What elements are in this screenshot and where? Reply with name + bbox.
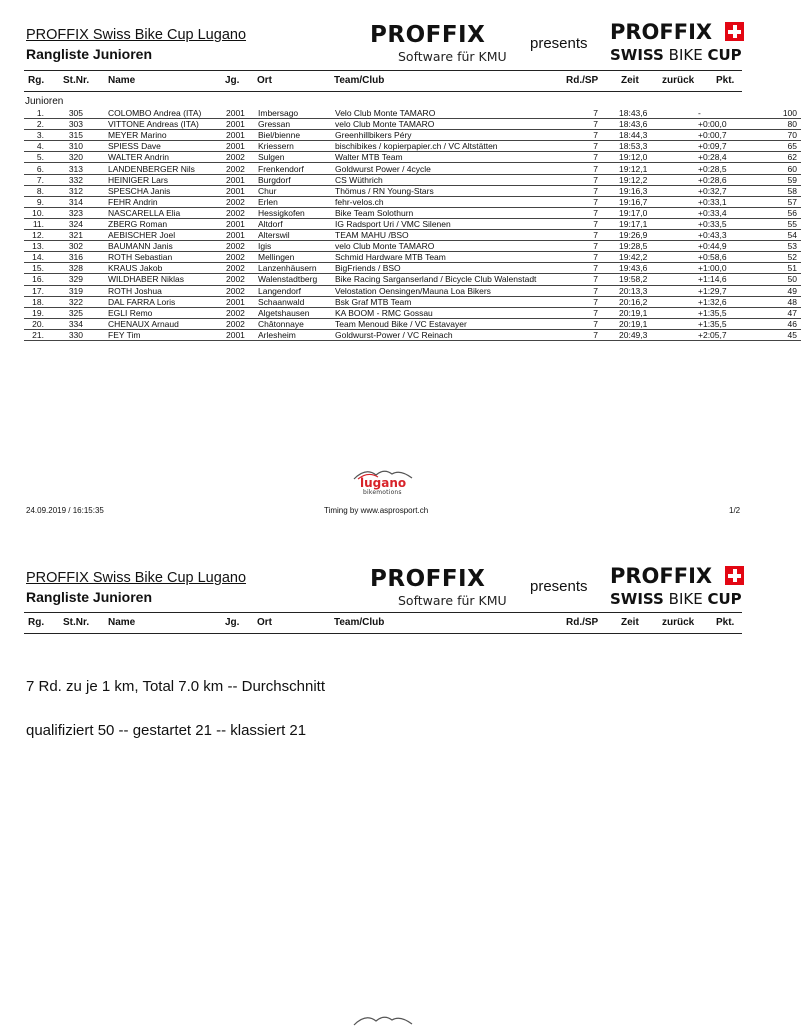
table-row (24, 296, 801, 307)
cell-year: 2002 (222, 196, 257, 207)
col-laps-p2: Rd./SP (566, 617, 599, 628)
cell-year: 2002 (222, 207, 257, 218)
table-row (24, 307, 801, 318)
cell-team: Velo Club Monte TAMARO (334, 108, 585, 119)
cell-gap: +0:43,3 (688, 230, 750, 241)
cell-year: 2001 (222, 130, 257, 141)
col-time: Zeit (621, 75, 639, 86)
cell-name: ROTH Joshua (83, 285, 222, 296)
cell-name: BAUMANN Janis (83, 241, 222, 252)
cell-laps: 7 (585, 108, 598, 119)
cell-laps: 7 (585, 163, 598, 174)
cell-team: TEAM MAHU /BSO (334, 230, 585, 241)
table-row (24, 152, 801, 163)
swiss-flag-icon (725, 22, 744, 41)
table-row (24, 230, 801, 241)
cell-year: 2002 (222, 285, 257, 296)
cell-gap: +0:33,5 (688, 218, 750, 229)
cell-gap: +0:09,7 (688, 141, 750, 152)
cell-gap: +1:29,7 (688, 285, 750, 296)
cell-place: Mellingen (257, 252, 334, 263)
table-row (24, 108, 801, 119)
cell-points: 49 (750, 285, 801, 296)
cell-points: 62 (750, 152, 801, 163)
swiss-bike-cup-logo-p2 (610, 564, 750, 612)
proffix-software-logo-p2 (370, 566, 520, 608)
proffix-logo-tagline: Software für KMU (398, 49, 507, 64)
cell-gap: +1:00,0 (688, 263, 750, 274)
table-row (24, 329, 801, 340)
cell-rank: 15. (24, 263, 44, 274)
cell-year: 2002 (222, 163, 257, 174)
col-start-number-p2: St.Nr. (63, 617, 90, 628)
cell-team: Bike Racing Sarganserland / Bicycle Club Walenstadt (334, 274, 585, 285)
col-team: Team/Club (334, 75, 385, 86)
cell-time: 19:12,1 (598, 163, 688, 174)
col-year-p2: Jg. (225, 617, 240, 628)
cell-team: Goldwurst-Power / VC Reinach (334, 329, 585, 340)
cell-time: 20:19,1 (598, 307, 688, 318)
table-row (24, 285, 801, 296)
cup-logo-line-p2 (610, 590, 742, 608)
cell-time: 19:12,0 (598, 152, 688, 163)
col-year: Jg. (225, 75, 240, 86)
page-number: 1/2 (729, 506, 741, 515)
cell-place: Algetshausen (257, 307, 334, 318)
cell-rank: 13. (24, 241, 44, 252)
cell-gap: +0:44,9 (688, 241, 750, 252)
cell-laps: 7 (585, 252, 598, 263)
cell-laps: 7 (585, 152, 598, 163)
col-place-p2: Ort (257, 617, 272, 628)
cell-team: Thömus / RN Young-Stars (334, 185, 585, 196)
cell-gap: +0:58,6 (688, 252, 750, 263)
cell-points: 55 (750, 218, 801, 229)
cell-points: 100 (750, 108, 801, 119)
cell-year: 2001 (222, 329, 257, 340)
cell-place: Lanzenhäusern (257, 263, 334, 274)
cell-points: 54 (750, 230, 801, 241)
cell-name: SPIESS Dave (83, 141, 222, 152)
cell-laps: 7 (585, 119, 598, 130)
cell-laps: 7 (585, 174, 598, 185)
cell-time: 20:49,3 (598, 329, 688, 340)
cell-year: 2002 (222, 152, 257, 163)
cell-start-number: 328 (44, 263, 83, 274)
cell-rank: 16. (24, 274, 44, 285)
cell-place: Frenkendorf (257, 163, 334, 174)
cell-place: Walenstadtberg (257, 274, 334, 285)
cell-laps: 7 (585, 141, 598, 152)
col-time-p2: Zeit (621, 617, 639, 628)
lugano-logo-word: lugano (360, 476, 407, 490)
cup-logo-swiss: SWISS (610, 46, 664, 64)
cell-name: DAL FARRA Loris (83, 296, 222, 307)
cell-place: Gressan (257, 119, 334, 130)
cell-laps: 7 (585, 230, 598, 241)
cell-start-number: 314 (44, 196, 83, 207)
cell-time: 19:26,9 (598, 230, 688, 241)
cell-start-number: 330 (44, 329, 83, 340)
cell-rank: 4. (24, 141, 44, 152)
cell-rank: 9. (24, 196, 44, 207)
table-row (24, 274, 801, 285)
table-row (24, 163, 801, 174)
cell-team: velo Club Monte TAMARO (334, 119, 585, 130)
cell-place: Schaanwald (257, 296, 334, 307)
cell-gap: +2:05,7 (688, 329, 750, 340)
cell-start-number: 334 (44, 318, 83, 329)
cell-name: CHENAUX Arnaud (83, 318, 222, 329)
cell-time: 18:53,3 (598, 141, 688, 152)
cell-points: 50 (750, 274, 801, 285)
cell-start-number: 320 (44, 152, 83, 163)
cell-place: Langendorf (257, 285, 334, 296)
cell-name: WALTER Andrin (83, 152, 222, 163)
cell-start-number: 315 (44, 130, 83, 141)
table-row (24, 252, 801, 263)
cell-year: 2001 (222, 230, 257, 241)
proffix-software-logo (370, 22, 520, 64)
cell-start-number: 319 (44, 285, 83, 296)
cell-start-number: 322 (44, 296, 83, 307)
cell-rank: 12. (24, 230, 44, 241)
cell-gap: +1:14,6 (688, 274, 750, 285)
cell-points: 58 (750, 185, 801, 196)
column-header-row (24, 70, 742, 92)
cell-rank: 18. (24, 296, 44, 307)
cell-rank: 11. (24, 218, 44, 229)
cell-time: 20:16,2 (598, 296, 688, 307)
cell-year: 2001 (222, 141, 257, 152)
cell-rank: 21. (24, 329, 44, 340)
cup-logo-word: PROFFIX (610, 20, 713, 44)
cell-team: fehr-velos.ch (334, 196, 585, 207)
cup-logo-bike-p2: BIKE (668, 590, 703, 608)
cell-start-number: 305 (44, 108, 83, 119)
cell-time: 19:28,5 (598, 241, 688, 252)
table-row (24, 185, 801, 196)
cell-points: 65 (750, 141, 801, 152)
col-rank: Rg. (28, 75, 45, 86)
proffix-logo-tagline-p2: Software für KMU (398, 593, 507, 608)
cell-laps: 7 (585, 196, 598, 207)
cell-rank: 7. (24, 174, 44, 185)
cell-start-number: 329 (44, 274, 83, 285)
cell-team: Schmid Hardware MTB Team (334, 252, 585, 263)
cell-team: velo Club Monte TAMARO (334, 241, 585, 252)
cup-logo-line (610, 46, 742, 64)
cell-year: 2001 (222, 119, 257, 130)
cell-place: Hessigkofen (257, 207, 334, 218)
cell-team: CS Wüthrich (334, 174, 585, 185)
cell-place: Erlen (257, 196, 334, 207)
cell-team: Greenhillbikers Péry (334, 130, 585, 141)
cell-name: AEBISCHER Joel (83, 230, 222, 241)
cell-gap: +0:28,4 (688, 152, 750, 163)
cell-time: 19:16,3 (598, 185, 688, 196)
category-label: Junioren (25, 96, 64, 107)
cell-year: 2002 (222, 307, 257, 318)
cell-team: Goldwurst Power / 4cycle (334, 163, 585, 174)
cell-name: ROTH Sebastian (83, 252, 222, 263)
cell-time: 19:42,2 (598, 252, 688, 263)
cell-year: 2001 (222, 185, 257, 196)
cell-time: 19:17,1 (598, 218, 688, 229)
cell-laps: 7 (585, 263, 598, 274)
cell-year: 2002 (222, 241, 257, 252)
col-points-p2: Pkt. (716, 617, 735, 628)
cell-start-number: 312 (44, 185, 83, 196)
cell-gap: +1:35,5 (688, 318, 750, 329)
cup-logo-swiss-p2: SWISS (610, 590, 664, 608)
cell-team: Velostation Oensingen/Mauna Loa Bikers (334, 285, 585, 296)
event-title-p2: PROFFIX Swiss Bike Cup Lugano (26, 570, 247, 586)
ranking-subtitle: Rangliste Junioren (26, 46, 153, 62)
cell-place: Alterswil (257, 230, 334, 241)
cup-logo-bike: BIKE (668, 46, 703, 64)
cell-points: 46 (750, 318, 801, 329)
cell-team: KA BOOM - RMC Gossau (334, 307, 585, 318)
cell-laps: 7 (585, 329, 598, 340)
cell-rank: 17. (24, 285, 44, 296)
table-row (24, 318, 801, 329)
cell-points: 60 (750, 163, 801, 174)
cell-time: 19:12,2 (598, 174, 688, 185)
cell-name: EGLI Remo (83, 307, 222, 318)
cell-name: HEINIGER Lars (83, 174, 222, 185)
cell-gap: +0:28,5 (688, 163, 750, 174)
cell-name: FEY Tim (83, 329, 222, 340)
ranking-subtitle-p2: Rangliste Junioren (26, 589, 153, 605)
result-page-2 (0, 560, 768, 1024)
cell-rank: 5. (24, 152, 44, 163)
cup-logo-word-p2: PROFFIX (610, 564, 713, 588)
table-row (24, 174, 801, 185)
cell-laps: 7 (585, 130, 598, 141)
cell-laps: 7 (585, 307, 598, 318)
lugano-bikemotions-logo (352, 466, 416, 498)
cell-start-number: 323 (44, 207, 83, 218)
cup-logo-cup: CUP (707, 46, 742, 64)
cell-year: 2002 (222, 252, 257, 263)
cell-rank: 3. (24, 130, 44, 141)
cell-place: Igis (257, 241, 334, 252)
timing-credit: Timing by www.asprosport.ch (324, 506, 429, 515)
column-header-row-p2 (24, 612, 742, 634)
cell-time: 19:58,2 (598, 274, 688, 285)
cell-start-number: 313 (44, 163, 83, 174)
cell-year: 2002 (222, 263, 257, 274)
table-row (24, 130, 801, 141)
cell-laps: 7 (585, 241, 598, 252)
cell-name: FEHR Andrin (83, 196, 222, 207)
cell-time: 18:43,6 (598, 108, 688, 119)
cell-points: 70 (750, 130, 801, 141)
cell-points: 59 (750, 174, 801, 185)
cell-start-number: 325 (44, 307, 83, 318)
race-summary: 7 Rd. zu je 1 km, Total 7.0 km -- Durchschnitt (26, 678, 325, 695)
cell-points: 80 (750, 119, 801, 130)
cell-name: SPESCHA Janis (83, 185, 222, 196)
cell-place: Biel/bienne (257, 130, 334, 141)
col-laps: Rd./SP (566, 75, 599, 86)
presents-label-p2: presents (530, 578, 588, 595)
cell-points: 51 (750, 263, 801, 274)
cell-team: BigFriends / BSO (334, 263, 585, 274)
table-row (24, 218, 801, 229)
cell-gap: +0:00,7 (688, 130, 750, 141)
cell-time: 19:16,7 (598, 196, 688, 207)
cell-start-number: 324 (44, 218, 83, 229)
cell-place: Sulgen (257, 152, 334, 163)
cell-name: KRAUS Jakob (83, 263, 222, 274)
cell-name: WILDHABER Niklas (83, 274, 222, 285)
cell-rank: 1. (24, 108, 44, 119)
cell-name: ZBERG Roman (83, 218, 222, 229)
cell-time: 19:43,6 (598, 263, 688, 274)
cell-rank: 6. (24, 163, 44, 174)
cup-logo-cup-p2: CUP (707, 590, 742, 608)
cell-place: Chur (257, 185, 334, 196)
cell-team: Team Menoud Bike / VC Estavayer (334, 318, 585, 329)
table-row (24, 196, 801, 207)
swiss-bike-cup-logo (610, 20, 750, 68)
cell-team: bischibikes / kopierpapier.ch / VC Altstätten (334, 141, 585, 152)
mountains-icon-p2 (352, 1012, 416, 1026)
cell-name: VITTONE Andreas (ITA) (83, 119, 222, 130)
cell-place: Imbersago (257, 108, 334, 119)
cell-points: 53 (750, 241, 801, 252)
table-row (24, 241, 801, 252)
cell-points: 45 (750, 329, 801, 340)
cell-place: Burgdorf (257, 174, 334, 185)
cell-gap: +1:32,6 (688, 296, 750, 307)
cell-time: 20:19,1 (598, 318, 688, 329)
cell-points: 47 (750, 307, 801, 318)
cell-rank: 19. (24, 307, 44, 318)
cell-laps: 7 (585, 207, 598, 218)
cell-year: 2002 (222, 318, 257, 329)
cell-rank: 2. (24, 119, 44, 130)
cell-time: 20:13,3 (598, 285, 688, 296)
proffix-logo-word-p2: PROFFIX (370, 566, 486, 592)
table-row (24, 207, 801, 218)
cell-time: 18:44,3 (598, 130, 688, 141)
cell-place: Arlesheim (257, 329, 334, 340)
cell-start-number: 302 (44, 241, 83, 252)
cell-laps: 7 (585, 296, 598, 307)
print-timestamp: 24.09.2019 / 16:15:35 (26, 506, 104, 515)
cell-year: 2001 (222, 108, 257, 119)
cell-year: 2001 (222, 174, 257, 185)
cell-start-number: 310 (44, 141, 83, 152)
cell-name: COLOMBO Andrea (ITA) (83, 108, 222, 119)
cell-rank: 8. (24, 185, 44, 196)
col-start-number: St.Nr. (63, 75, 90, 86)
cell-gap: +0:33,4 (688, 207, 750, 218)
presents-label: presents (530, 35, 588, 52)
col-points: Pkt. (716, 75, 735, 86)
cell-place: Altdorf (257, 218, 334, 229)
cell-laps: 7 (585, 218, 598, 229)
cell-rank: 20. (24, 318, 44, 329)
results-table (24, 108, 801, 341)
table-row (24, 141, 801, 152)
cell-points: 56 (750, 207, 801, 218)
participant-summary: qualifiziert 50 -- gestartet 21 -- klassiert 21 (26, 722, 307, 739)
cell-gap: +0:00,0 (688, 119, 750, 130)
cell-start-number: 303 (44, 119, 83, 130)
cell-points: 48 (750, 296, 801, 307)
cell-rank: 14. (24, 252, 44, 263)
lugano-logo-sub: bikemotions (363, 489, 402, 496)
cell-laps: 7 (585, 318, 598, 329)
cell-name: MEYER Marino (83, 130, 222, 141)
cell-team: Bsk Graf MTB Team (334, 296, 585, 307)
cell-place: Kriessern (257, 141, 334, 152)
cell-points: 52 (750, 252, 801, 263)
col-gap-p2: zurück (662, 617, 695, 628)
cell-team: IG Radsport Uri / VMC Silenen (334, 218, 585, 229)
cell-time: 18:43,6 (598, 119, 688, 130)
cell-gap: +1:35,5 (688, 307, 750, 318)
cell-team: Walter MTB Team (334, 152, 585, 163)
cell-start-number: 316 (44, 252, 83, 263)
cell-name: NASCARELLA Elia (83, 207, 222, 218)
cell-team: Bike Team Solothurn (334, 207, 585, 218)
cell-start-number: 332 (44, 174, 83, 185)
col-rank-p2: Rg. (28, 617, 45, 628)
col-name-p2: Name (108, 617, 136, 628)
cell-gap: +0:32,7 (688, 185, 750, 196)
col-place: Ort (257, 75, 272, 86)
cell-year: 2001 (222, 218, 257, 229)
col-team-p2: Team/Club (334, 617, 385, 628)
cell-place: Châtonnaye (257, 318, 334, 329)
cell-gap: +0:33,1 (688, 196, 750, 207)
swiss-flag-icon-p2 (725, 566, 744, 585)
cell-year: 2002 (222, 274, 257, 285)
cell-points: 57 (750, 196, 801, 207)
cell-gap: +0:28,6 (688, 174, 750, 185)
col-name: Name (108, 75, 136, 86)
cell-name: LANDENBERGER Nils (83, 163, 222, 174)
col-gap: zurück (662, 75, 695, 86)
cell-laps: 7 (585, 285, 598, 296)
cell-laps: 7 (585, 185, 598, 196)
cell-year: 2001 (222, 296, 257, 307)
event-title: PROFFIX Swiss Bike Cup Lugano (26, 27, 247, 43)
cell-time: 19:17,0 (598, 207, 688, 218)
cell-gap: - (688, 108, 750, 119)
cell-laps: 7 (585, 274, 598, 285)
table-row (24, 119, 801, 130)
cell-start-number: 321 (44, 230, 83, 241)
cell-rank: 10. (24, 207, 44, 218)
proffix-logo-word: PROFFIX (370, 22, 486, 48)
table-row (24, 263, 801, 274)
